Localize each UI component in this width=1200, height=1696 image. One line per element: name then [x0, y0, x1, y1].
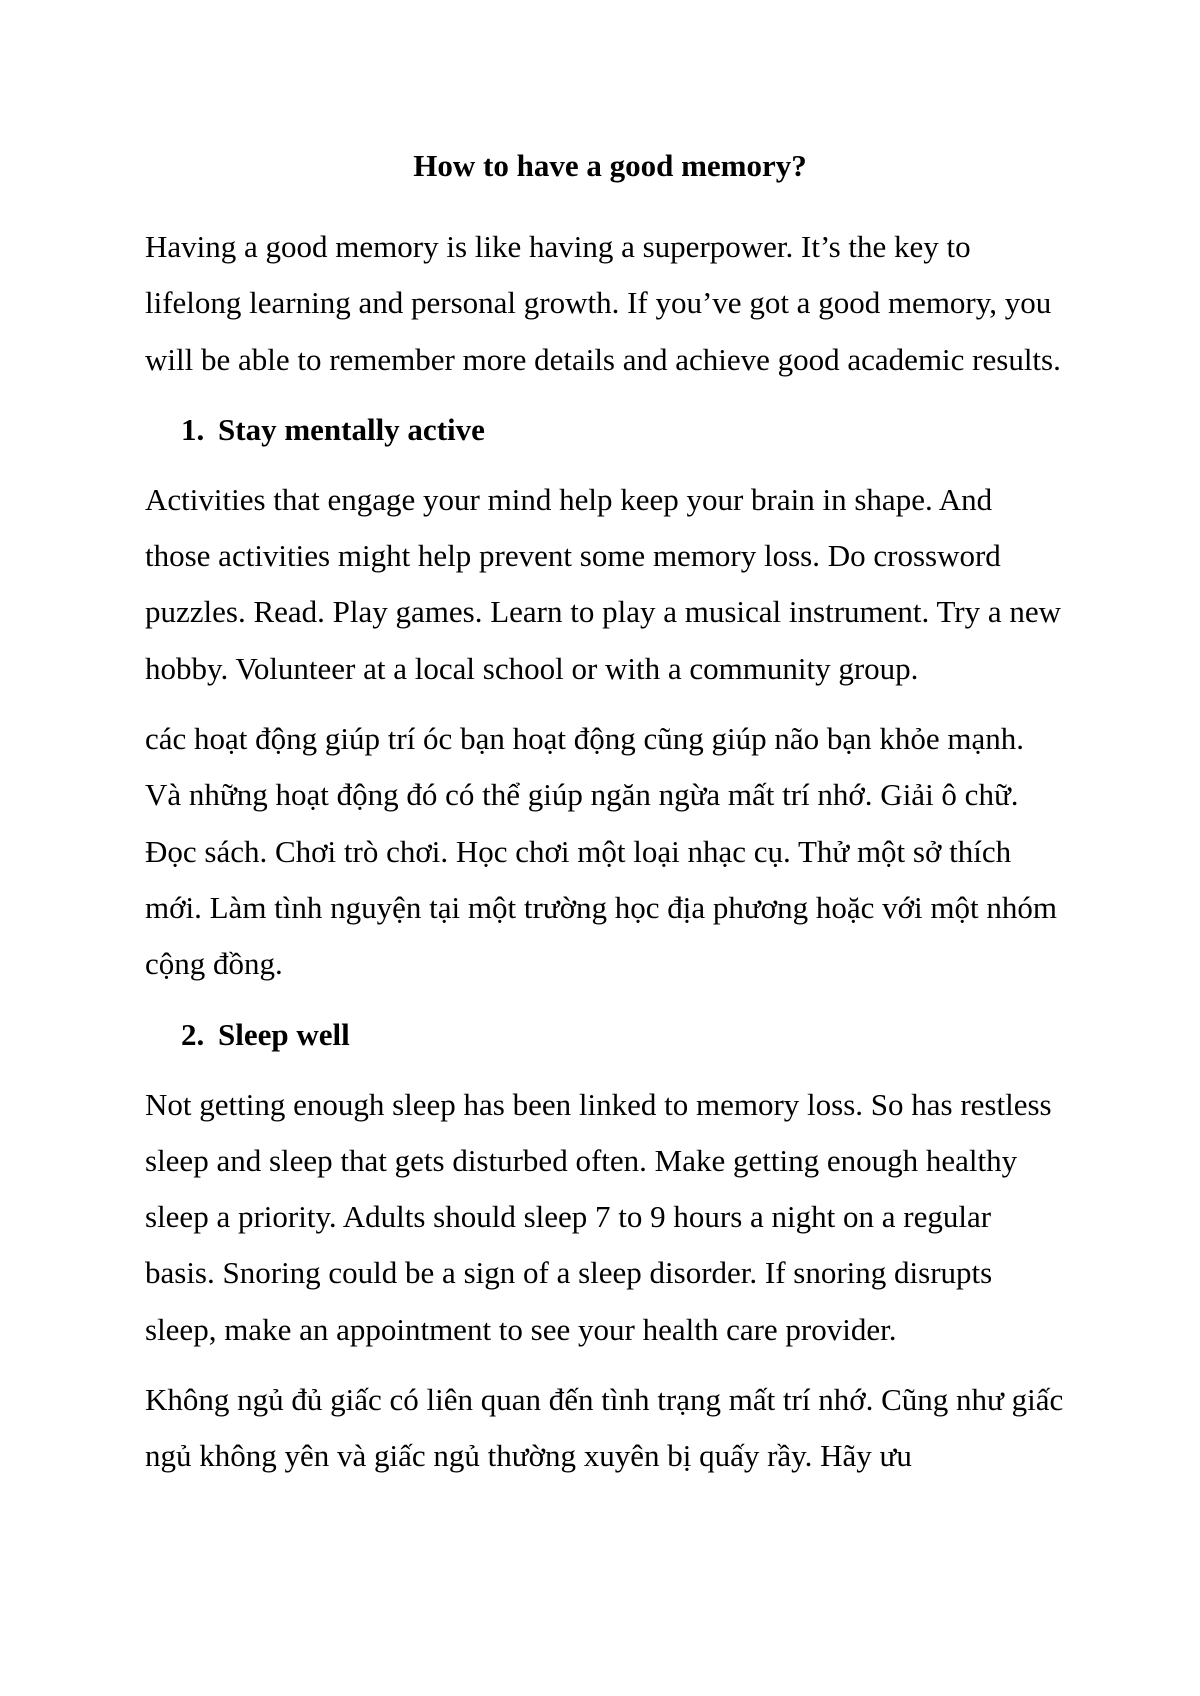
document-page: [145, 138, 1065, 1499]
section1-paragraph-vietnamese: các hoạt động giúp trí óc bạn hoạt động cũng giúp não bạn khỏe mạnh. Và những hoạt động đó có thể giúp ngăn ngừa mất trí nhớ. Giải ô chữ. Đọc sách. Chơi trò chơi. Học chơi một loại nhạc cụ. Thử một sở thích mới. Làm tình nguyện tại một trường học địa phương hoặc với một nhóm cộng đồng.: [145, 721, 1057, 982]
section-heading-text: Sleep well: [218, 1016, 350, 1052]
section-heading-sleep-well: [145, 1007, 1065, 1063]
section-heading-stay-mentally-active: [145, 402, 1065, 458]
section-number: 2.: [181, 1016, 205, 1052]
document-title: How to have a good memory?: [413, 148, 807, 183]
intro-paragraph: Having a good memory is like having a superpower. It’s the key to lifelong learning and personal growth. If you’ve got a good memory, you will be able to remember more details and achieve good academic results.: [145, 229, 1061, 377]
section1-paragraph-english: Activities that engage your mind help keep your brain in shape. And those activities might help prevent some memory loss. Do crossword puzzles. Read. Play games. Learn to play a musical instrument. Try a new hobby. Volunteer at a local school or with a community group.: [145, 481, 1062, 686]
section2-paragraph-english: Not getting enough sleep has been linked to memory loss. So has restless sleep and sleep that gets disturbed often. Make getting enough healthy sleep a priority. Adults should sleep 7 to 9 hours a night on a regular basis. Snoring could be a sign of a sleep disorder. If snoring disrupts sleep, make an appointment to see your health care provider.: [145, 1086, 1052, 1347]
section2-paragraph-vietnamese: Không ngủ đủ giấc có liên quan đến tình trạng mất trí nhớ. Cũng như giấc ngủ không yên và giấc ngủ thường xuyên bị quấy rầy. Hãy ưu: [145, 1382, 1064, 1474]
section-heading-text: Stay mentally active: [218, 411, 485, 447]
section-number: 1.: [181, 411, 205, 447]
